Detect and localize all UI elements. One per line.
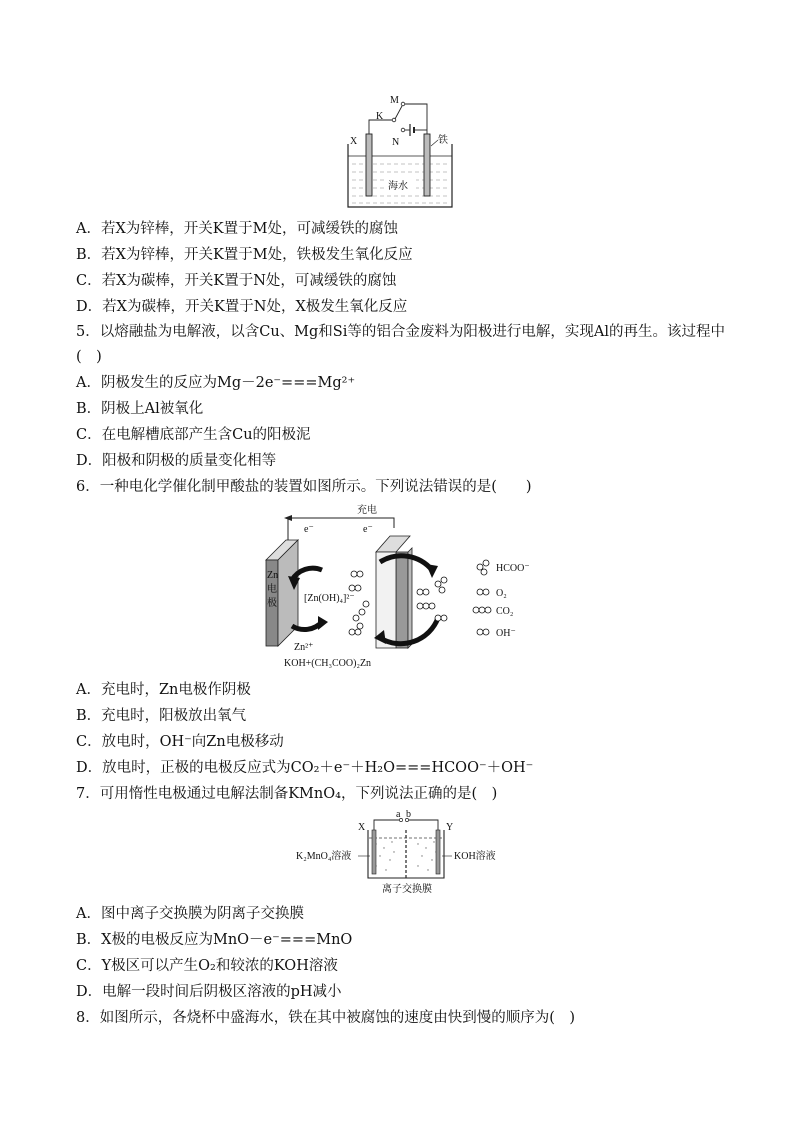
q5-option-a: A．阴极发生的反应为Mg－2e⁻===Mg²⁺ (76, 375, 356, 391)
q5-bracket: ( ) (76, 349, 102, 365)
complex-ion-label: [Zn(OH)₄]²⁻ (304, 593, 355, 604)
membrane-label: 离子交换膜 (382, 884, 432, 895)
catalyst-electrode (396, 552, 408, 648)
label-seawater: 海水 (388, 181, 408, 192)
q7-option-b: B．X极的电极反应为MnO－e⁻===MnO (76, 932, 353, 948)
label-m: M (390, 95, 399, 106)
label-a: a (396, 809, 401, 820)
label-x: X (350, 136, 358, 147)
charge-label: 充电 (357, 505, 377, 516)
q4-option-d: D．若X为碳棒，开关K置于N处，X极发生氧化反应 (76, 299, 408, 315)
q4-option-b: B．若X为锌棒，开关K置于M处，铁极发生氧化反应 (76, 247, 413, 263)
q7-option-d: D．电解一段时间后阴极区溶液的pH减小 (76, 984, 342, 1000)
q5-option-b: B．阴极上Al被氧化 (76, 401, 204, 417)
q5-stem: 5．以熔融盐为电解液，以含Cu、Mg和Si等的铝合金废料为阳极进行电解，实现Al的再生。该过程中 (76, 324, 725, 340)
iron-electrode (424, 134, 430, 196)
q6-option-a: A．充电时，Zn电极作阴极 (76, 682, 251, 698)
q4-option-a: A．若X为锌棒，开关K置于M处，可减缓铁的腐蚀 (76, 221, 398, 237)
zn-label-2: 电 (267, 584, 277, 595)
q5-option-d: D．阳极和阴极的质量变化相等 (76, 453, 277, 469)
zn-label-1: Zn (267, 570, 279, 581)
left-solution-label: K₂MnO₄溶液 (296, 851, 352, 862)
q5-option-c: C．在电解槽底部产生含Cu的阳极泥 (76, 427, 311, 443)
label-n: N (392, 137, 400, 148)
kmno4-electrolysis-figure (296, 808, 516, 898)
corrosion-protection-figure (340, 94, 460, 212)
legend-oh: OH⁻ (496, 628, 516, 639)
legend-o2: O₂ (496, 588, 507, 599)
electrolyte-label: KOH+(CH₃COO)₂Zn (284, 658, 372, 669)
right-solution-label: KOH溶液 (454, 851, 496, 862)
label-iron: 铁 (438, 135, 448, 146)
legend-formate: HCOO⁻ (496, 563, 530, 574)
label-k: K (376, 111, 384, 122)
label-x-electrode: X (358, 822, 366, 833)
formate-cell-figure (262, 500, 547, 672)
q6-option-b: B．充电时，阳极放出氧气 (76, 708, 247, 724)
q7-option-c: C．Y极区可以产生O₂和较浓的KOH溶液 (76, 958, 338, 974)
zn-label-3: 极 (267, 598, 277, 609)
zn-ion-label: Zn²⁺ (294, 642, 314, 653)
x-electrode (366, 134, 372, 196)
q7-option-a: A．图中离子交换膜为阴离子交换膜 (76, 906, 304, 922)
label-y-electrode: Y (446, 822, 454, 833)
e-left-label: e⁻ (304, 524, 314, 535)
q4-option-c: C．若X为碳棒，开关K置于N处，可减缓铁的腐蚀 (76, 273, 397, 289)
label-b: b (406, 809, 411, 820)
legend-co2: CO₂ (496, 606, 514, 617)
q7-stem: 7．可用惰性电极通过电解法制备KMnO₄，下列说法正确的是( ) (76, 786, 498, 802)
q6-option-d: D．放电时，正极的电极反应式为CO₂＋e⁻＋H₂O===HCOO⁻＋OH⁻ (76, 760, 534, 776)
e-right-label: e⁻ (363, 524, 373, 535)
q6-stem: 6．一种电化学催化制甲酸盐的装置如图所示。下列说法错误的是( ) (76, 479, 532, 495)
q6-option-c: C．放电时，OH⁻向Zn电极移动 (76, 734, 284, 750)
q8-stem: 8．如图所示，各烧杯中盛海水，铁在其中被腐蚀的速度由快到慢的顺序为( ) (76, 1010, 576, 1026)
